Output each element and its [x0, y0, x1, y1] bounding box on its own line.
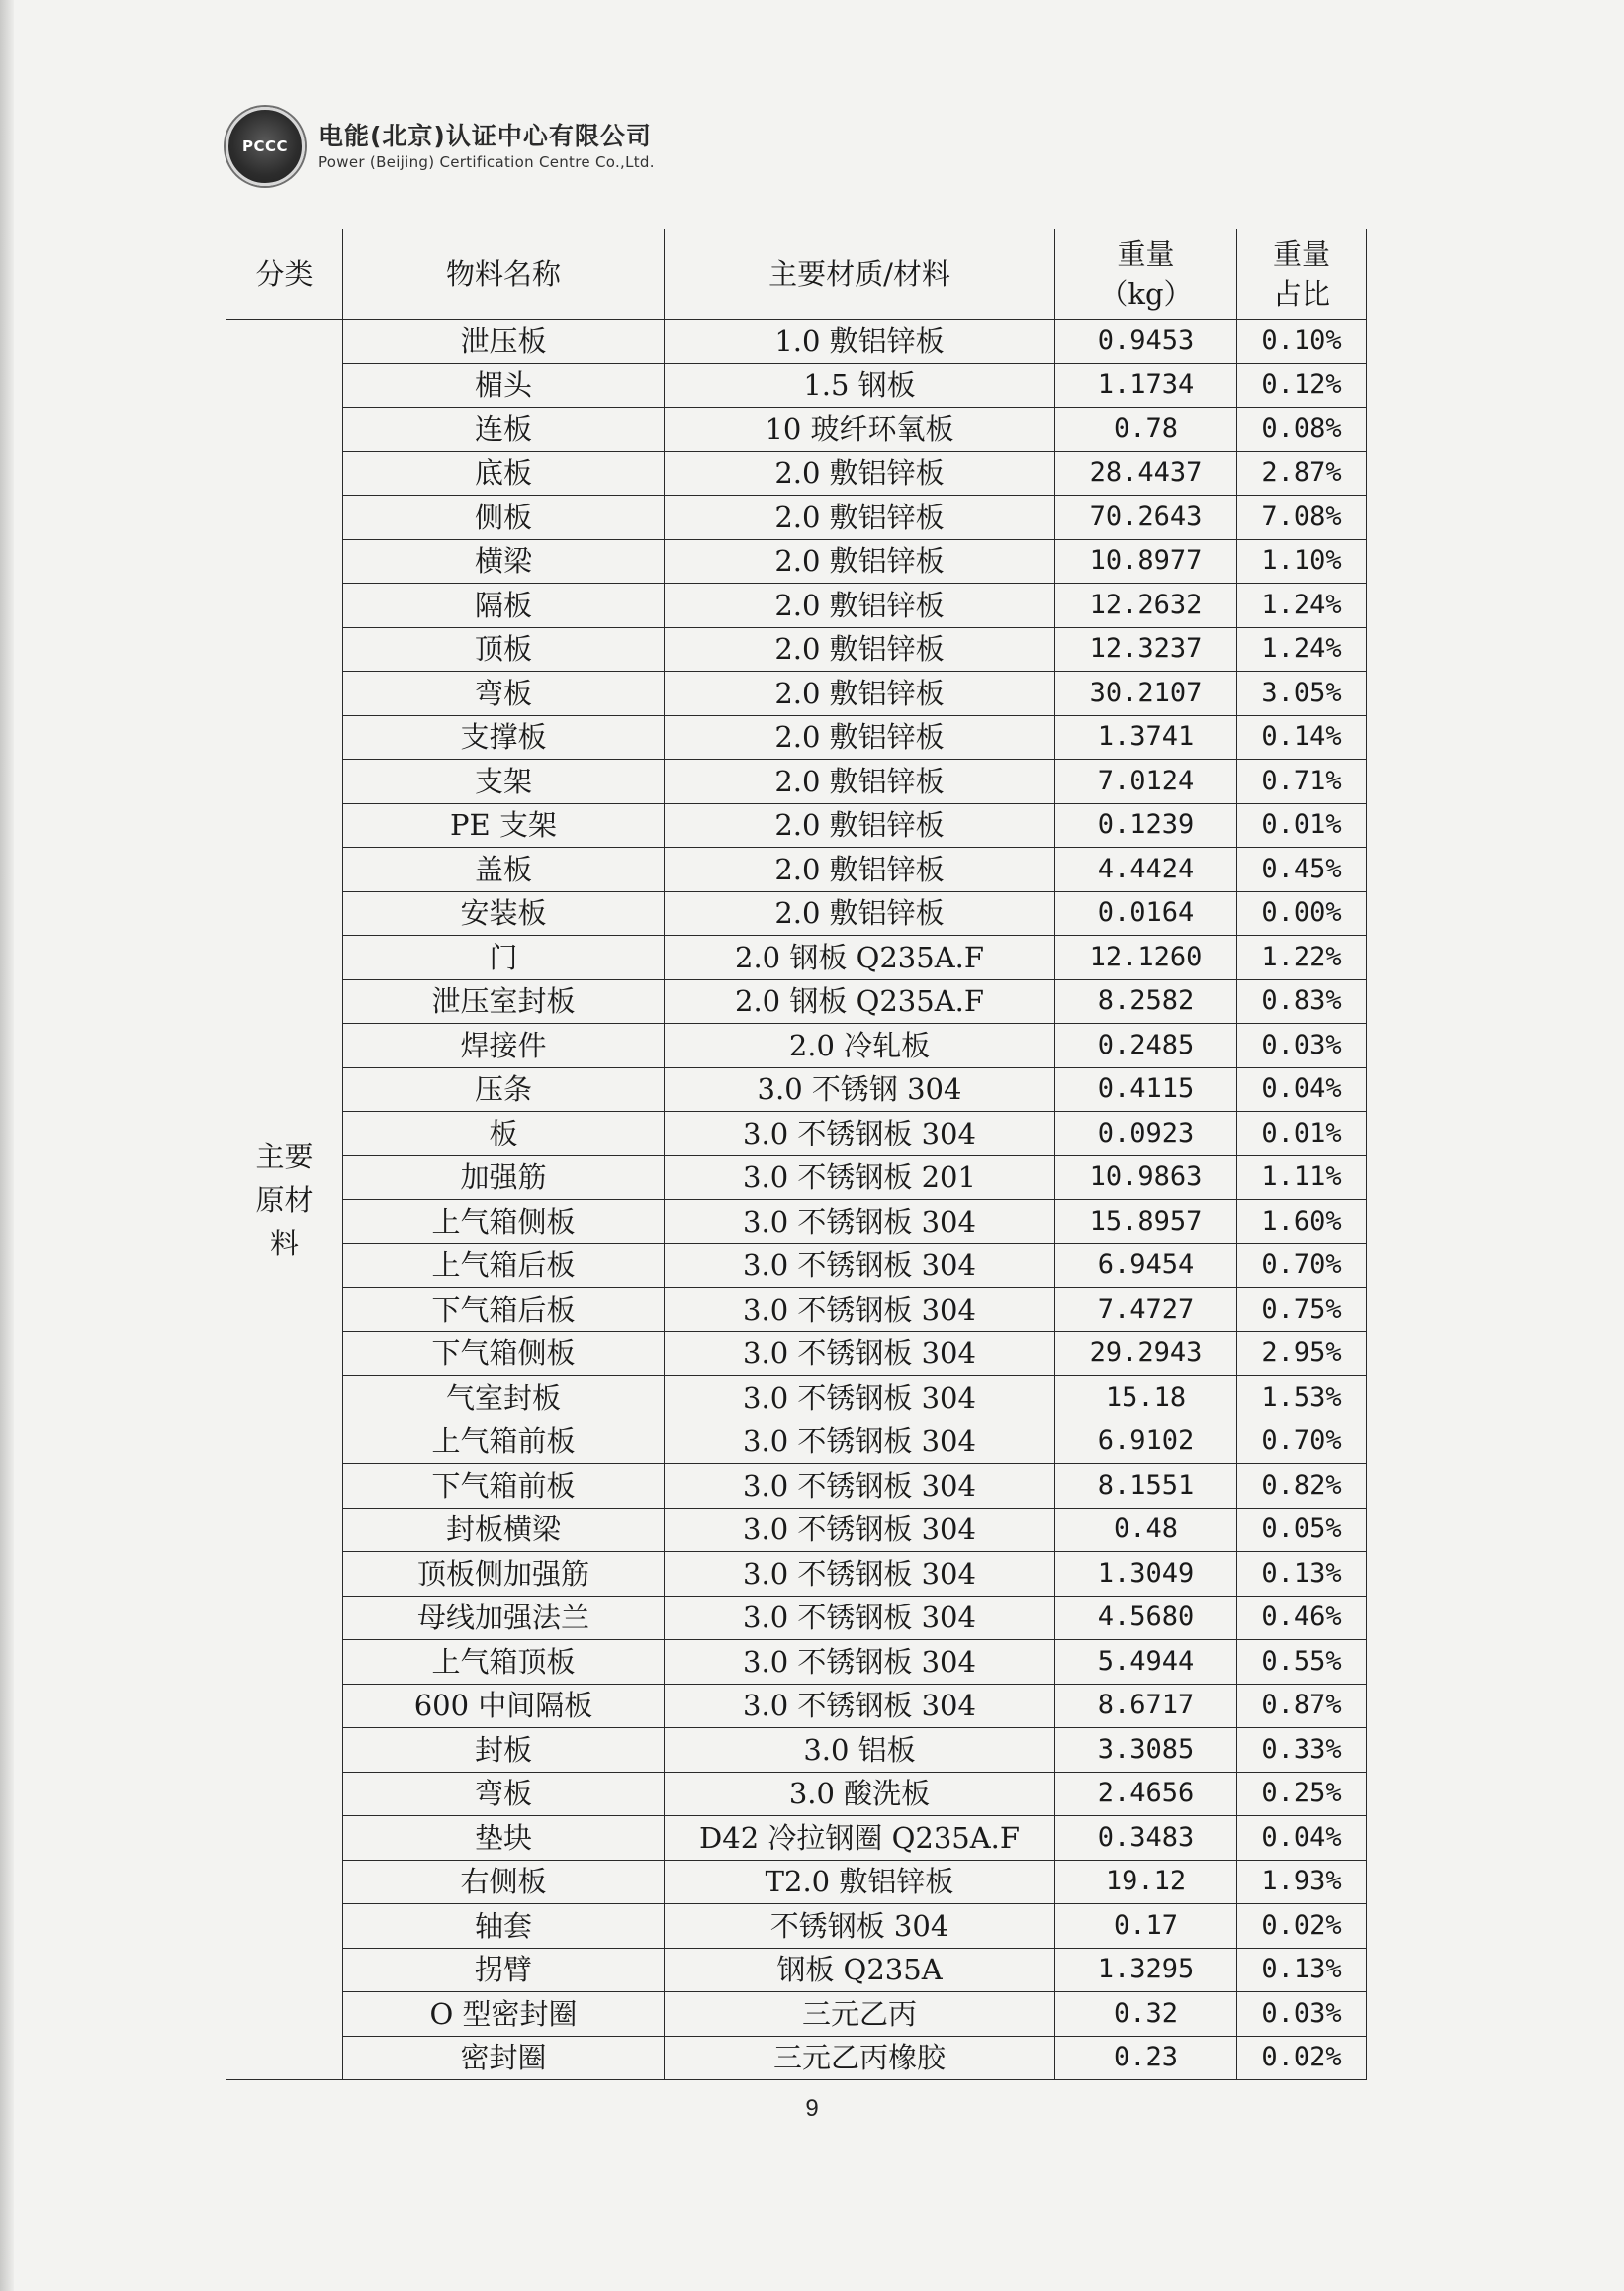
name-cell: 母线加强法兰: [343, 1596, 665, 1640]
weight-cell: 1.1734: [1055, 363, 1237, 408]
name-cell: 下气箱前板: [343, 1464, 665, 1509]
company-name-en: Power (Beijing) Certification Centre Co.,Ltd.: [318, 153, 655, 171]
weight-cell: 12.1260: [1055, 936, 1237, 980]
name-cell: 上气箱侧板: [343, 1200, 665, 1244]
material-cell: 2.0 敷铝锌板: [665, 891, 1055, 936]
material-cell: 1.0 敷铝锌板: [665, 320, 1055, 364]
material-cell: 2.0 敷铝锌板: [665, 627, 1055, 672]
material-cell: 2.0 敷铝锌板: [665, 848, 1055, 892]
name-cell: 上气箱前板: [343, 1420, 665, 1464]
name-cell: 顶板侧加强筋: [343, 1552, 665, 1597]
material-cell: 2.0 冷轧板: [665, 1024, 1055, 1068]
table-row: [226, 760, 1367, 804]
weight-cell: 10.9863: [1055, 1155, 1237, 1200]
name-cell: PE 支架: [343, 803, 665, 848]
name-cell: 支撑板: [343, 715, 665, 760]
table-row: [226, 408, 1367, 452]
name-cell: 门: [343, 936, 665, 980]
table-header-row: [226, 229, 1367, 320]
name-cell: 隔板: [343, 584, 665, 628]
material-cell: 3.0 不锈钢 304: [665, 1067, 1055, 1112]
table-row: [226, 539, 1367, 584]
table-row: [226, 715, 1367, 760]
company-name-block: [318, 121, 655, 172]
weight-cell: 1.3295: [1055, 1948, 1237, 1992]
weight-cell: 3.3085: [1055, 1728, 1237, 1773]
header-weight: [1055, 229, 1237, 320]
ratio-cell: 3.05%: [1237, 672, 1367, 716]
ratio-cell: 1.24%: [1237, 627, 1367, 672]
weight-cell: 4.4424: [1055, 848, 1237, 892]
material-cell: 3.0 不锈钢板 304: [665, 1508, 1055, 1552]
weight-cell: 0.48: [1055, 1508, 1237, 1552]
name-cell: 板: [343, 1112, 665, 1156]
table-row: [226, 1508, 1367, 1552]
ratio-cell: 1.93%: [1237, 1860, 1367, 1904]
ratio-cell: 0.12%: [1237, 363, 1367, 408]
table-row: [226, 1948, 1367, 1992]
ratio-cell: 0.70%: [1237, 1243, 1367, 1288]
material-cell: 3.0 不锈钢板 304: [665, 1640, 1055, 1685]
table-row: [226, 1464, 1367, 1509]
table-row: [226, 1288, 1367, 1332]
name-cell: 楣头: [343, 363, 665, 408]
table-row: [226, 1992, 1367, 2037]
ratio-cell: 2.87%: [1237, 451, 1367, 496]
table-row: [226, 584, 1367, 628]
table-row: [226, 1420, 1367, 1464]
name-cell: 上气箱顶板: [343, 1640, 665, 1685]
ratio-cell: 0.08%: [1237, 408, 1367, 452]
weight-cell: 0.23: [1055, 2036, 1237, 2080]
ratio-cell: 1.24%: [1237, 584, 1367, 628]
ratio-cell: 1.53%: [1237, 1376, 1367, 1420]
ratio-cell: 0.02%: [1237, 1904, 1367, 1949]
weight-cell: 0.0164: [1055, 891, 1237, 936]
weight-cell: 0.17: [1055, 1904, 1237, 1949]
name-cell: 加强筋: [343, 1155, 665, 1200]
weight-cell: 8.1551: [1055, 1464, 1237, 1509]
weight-cell: 0.32: [1055, 1992, 1237, 2037]
table-row: [226, 1860, 1367, 1904]
table-row: [226, 320, 1367, 364]
header-name: 物料名称: [343, 229, 665, 320]
ratio-cell: 0.02%: [1237, 2036, 1367, 2080]
material-cell: 2.0 钢板 Q235A.F: [665, 979, 1055, 1024]
header-weight-line2: （kg）: [1099, 277, 1193, 311]
material-cell: 3.0 不锈钢板 304: [665, 1684, 1055, 1728]
weight-cell: 6.9102: [1055, 1420, 1237, 1464]
material-cell: 3.0 不锈钢板 304: [665, 1376, 1055, 1420]
name-cell: 气室封板: [343, 1376, 665, 1420]
weight-cell: 0.0923: [1055, 1112, 1237, 1156]
weight-cell: 30.2107: [1055, 672, 1237, 716]
weight-cell: 10.8977: [1055, 539, 1237, 584]
name-cell: 压条: [343, 1067, 665, 1112]
weight-cell: 2.4656: [1055, 1772, 1237, 1816]
name-cell: 盖板: [343, 848, 665, 892]
table-row: [226, 2036, 1367, 2080]
material-cell: 不锈钢板 304: [665, 1904, 1055, 1949]
ratio-cell: 0.55%: [1237, 1640, 1367, 1685]
table-row: [226, 1904, 1367, 1949]
company-name-cn: 电能(北京)认证中心有限公司: [318, 122, 652, 150]
name-cell: 上气箱后板: [343, 1243, 665, 1288]
weight-cell: 0.3483: [1055, 1816, 1237, 1861]
weight-cell: 0.1239: [1055, 803, 1237, 848]
ratio-cell: 0.33%: [1237, 1728, 1367, 1773]
material-cell: 3.0 不锈钢板 304: [665, 1243, 1055, 1288]
weight-cell: 12.2632: [1055, 584, 1237, 628]
table-row: [226, 1772, 1367, 1816]
name-cell: 封板: [343, 1728, 665, 1773]
ratio-cell: 0.13%: [1237, 1552, 1367, 1597]
weight-cell: 1.3741: [1055, 715, 1237, 760]
name-cell: 底板: [343, 451, 665, 496]
material-cell: 3.0 不锈钢板 304: [665, 1200, 1055, 1244]
name-cell: 垫块: [343, 1816, 665, 1861]
table-row: [226, 363, 1367, 408]
weight-cell: 5.4944: [1055, 1640, 1237, 1685]
name-cell: 泄压室封板: [343, 979, 665, 1024]
table-row: [226, 1816, 1367, 1861]
material-cell: 3.0 不锈钢板 304: [665, 1420, 1055, 1464]
name-cell: 封板横梁: [343, 1508, 665, 1552]
material-cell: 10 玻纤环氧板: [665, 408, 1055, 452]
weight-cell: 12.3237: [1055, 627, 1237, 672]
table-row: [226, 1200, 1367, 1244]
table-row: [226, 672, 1367, 716]
weight-cell: 15.8957: [1055, 1200, 1237, 1244]
table-row: [226, 627, 1367, 672]
weight-cell: 19.12: [1055, 1860, 1237, 1904]
ratio-cell: 0.01%: [1237, 1112, 1367, 1156]
ratio-cell: 1.60%: [1237, 1200, 1367, 1244]
table-row: [226, 1331, 1367, 1376]
table-row: [226, 1112, 1367, 1156]
ratio-cell: 0.04%: [1237, 1816, 1367, 1861]
ratio-cell: 2.95%: [1237, 1331, 1367, 1376]
ratio-cell: 0.25%: [1237, 1772, 1367, 1816]
ratio-cell: 0.05%: [1237, 1508, 1367, 1552]
material-cell: T2.0 敷铝锌板: [665, 1860, 1055, 1904]
weight-cell: 8.6717: [1055, 1684, 1237, 1728]
material-cell: 钢板 Q235A: [665, 1948, 1055, 1992]
table-row: [226, 848, 1367, 892]
header-ratio-line1: 重量: [1272, 237, 1330, 271]
logo-text: PCCC: [241, 137, 289, 155]
ratio-cell: 0.70%: [1237, 1420, 1367, 1464]
weight-cell: 29.2943: [1055, 1331, 1237, 1376]
material-cell: 3.0 不锈钢板 304: [665, 1112, 1055, 1156]
weight-cell: 8.2582: [1055, 979, 1237, 1024]
weight-cell: 6.9454: [1055, 1243, 1237, 1288]
material-cell: 3.0 不锈钢板 304: [665, 1288, 1055, 1332]
material-cell: 2.0 敷铝锌板: [665, 803, 1055, 848]
name-cell: 下气箱后板: [343, 1288, 665, 1332]
page-number: 9: [805, 2095, 819, 2122]
material-cell: 3.0 铝板: [665, 1728, 1055, 1773]
ratio-cell: 1.22%: [1237, 936, 1367, 980]
name-cell: 拐臂: [343, 1948, 665, 1992]
category-label: 主要原材料: [255, 1139, 314, 1260]
ratio-cell: 1.10%: [1237, 539, 1367, 584]
table-row: [226, 1376, 1367, 1420]
weight-cell: 7.4727: [1055, 1288, 1237, 1332]
name-cell: 泄压板: [343, 320, 665, 364]
table-row: [226, 1067, 1367, 1112]
ratio-cell: 1.11%: [1237, 1155, 1367, 1200]
materials-table: [226, 229, 1367, 2080]
ratio-cell: 0.03%: [1237, 1024, 1367, 1068]
weight-cell: 0.4115: [1055, 1067, 1237, 1112]
header-category: 分类: [226, 229, 343, 320]
table-row: [226, 1155, 1367, 1200]
header-ratio-line2: 占比: [1272, 277, 1330, 311]
scan-edge: [0, 0, 14, 2291]
name-cell: 连板: [343, 408, 665, 452]
table-row: [226, 979, 1367, 1024]
material-cell: 2.0 敷铝锌板: [665, 539, 1055, 584]
material-cell: 3.0 不锈钢板 304: [665, 1552, 1055, 1597]
material-cell: 3.0 不锈钢板 201: [665, 1155, 1055, 1200]
material-cell: 2.0 钢板 Q235A.F: [665, 936, 1055, 980]
ratio-cell: 0.01%: [1237, 803, 1367, 848]
weight-cell: 0.2485: [1055, 1024, 1237, 1068]
table-row: [226, 1728, 1367, 1773]
material-cell: 1.5 钢板: [665, 363, 1055, 408]
table-row: [226, 1596, 1367, 1640]
material-cell: 三元乙丙橡胶: [665, 2036, 1055, 2080]
name-cell: 顶板: [343, 627, 665, 672]
material-cell: 2.0 敷铝锌板: [665, 584, 1055, 628]
material-cell: D42 冷拉钢圈 Q235A.F: [665, 1816, 1055, 1861]
material-cell: 2.0 敷铝锌板: [665, 451, 1055, 496]
letterhead: [226, 107, 655, 186]
name-cell: 焊接件: [343, 1024, 665, 1068]
header-weight-line1: 重量: [1117, 237, 1175, 271]
table-row: [226, 1552, 1367, 1597]
material-cell: 2.0 敷铝锌板: [665, 672, 1055, 716]
name-cell: O 型密封圈: [343, 1992, 665, 2037]
ratio-cell: 0.13%: [1237, 1948, 1367, 1992]
weight-cell: 15.18: [1055, 1376, 1237, 1420]
header-material: 主要材质/材料: [665, 229, 1055, 320]
name-cell: 轴套: [343, 1904, 665, 1949]
ratio-cell: 0.00%: [1237, 891, 1367, 936]
ratio-cell: 0.04%: [1237, 1067, 1367, 1112]
name-cell: 弯板: [343, 672, 665, 716]
weight-cell: 70.2643: [1055, 496, 1237, 540]
ratio-cell: 0.82%: [1237, 1464, 1367, 1509]
weight-cell: 28.4437: [1055, 451, 1237, 496]
weight-cell: 4.5680: [1055, 1596, 1237, 1640]
name-cell: 支架: [343, 760, 665, 804]
table-row: [226, 496, 1367, 540]
weight-cell: 0.78: [1055, 408, 1237, 452]
table-row: [226, 1024, 1367, 1068]
ratio-cell: 0.03%: [1237, 1992, 1367, 2037]
category-cell: [226, 320, 343, 2080]
table-row: [226, 936, 1367, 980]
header-ratio: [1237, 229, 1367, 320]
name-cell: 下气箱侧板: [343, 1331, 665, 1376]
ratio-cell: 0.10%: [1237, 320, 1367, 364]
material-cell: 3.0 不锈钢板 304: [665, 1596, 1055, 1640]
material-cell: 3.0 酸洗板: [665, 1772, 1055, 1816]
table-row: [226, 803, 1367, 848]
weight-cell: 7.0124: [1055, 760, 1237, 804]
table-row: [226, 1684, 1367, 1728]
ratio-cell: 7.08%: [1237, 496, 1367, 540]
table-row: [226, 1243, 1367, 1288]
material-cell: 3.0 不锈钢板 304: [665, 1331, 1055, 1376]
name-cell: 右侧板: [343, 1860, 665, 1904]
material-cell: 2.0 敷铝锌板: [665, 760, 1055, 804]
table-row: [226, 451, 1367, 496]
weight-cell: 1.3049: [1055, 1552, 1237, 1597]
table-row: [226, 891, 1367, 936]
table-row: [226, 1640, 1367, 1685]
company-logo: [226, 107, 305, 186]
ratio-cell: 0.71%: [1237, 760, 1367, 804]
ratio-cell: 0.83%: [1237, 979, 1367, 1024]
name-cell: 弯板: [343, 1772, 665, 1816]
material-cell: 三元乙丙: [665, 1992, 1055, 2037]
ratio-cell: 0.14%: [1237, 715, 1367, 760]
ratio-cell: 0.46%: [1237, 1596, 1367, 1640]
ratio-cell: 0.87%: [1237, 1684, 1367, 1728]
name-cell: 侧板: [343, 496, 665, 540]
name-cell: 安装板: [343, 891, 665, 936]
name-cell: 600 中间隔板: [343, 1684, 665, 1728]
ratio-cell: 0.75%: [1237, 1288, 1367, 1332]
name-cell: 密封圈: [343, 2036, 665, 2080]
name-cell: 横梁: [343, 539, 665, 584]
material-cell: 2.0 敷铝锌板: [665, 715, 1055, 760]
material-cell: 2.0 敷铝锌板: [665, 496, 1055, 540]
material-cell: 3.0 不锈钢板 304: [665, 1464, 1055, 1509]
ratio-cell: 0.45%: [1237, 848, 1367, 892]
weight-cell: 0.9453: [1055, 320, 1237, 364]
